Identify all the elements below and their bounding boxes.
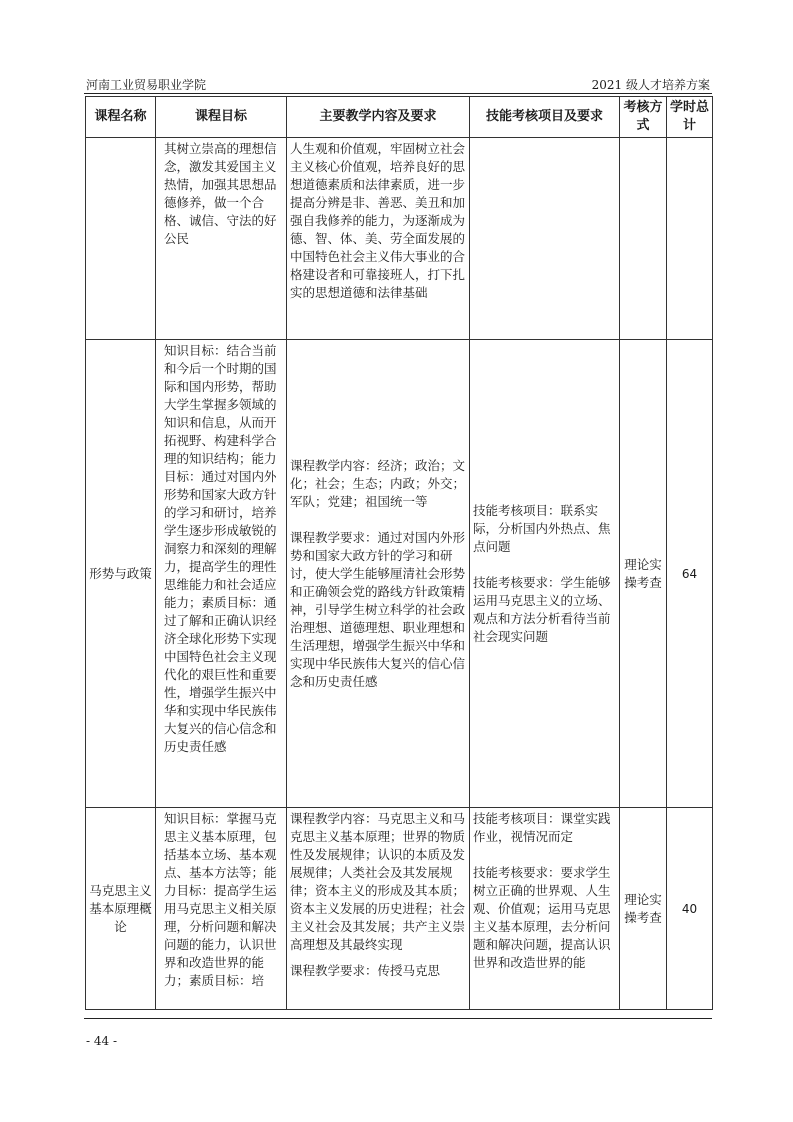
hours-cell: 64 bbox=[667, 340, 713, 808]
skill-item-text: 技能考核项目：联系实际，分析国内外热点、焦点问题 bbox=[473, 502, 611, 554]
content-cell bbox=[287, 808, 470, 1010]
skill-cell bbox=[470, 340, 620, 808]
content-text: 课程教学内容：经济；政治；文化；社会；生态；内政；外交；军队；党建；祖国统一等 bbox=[290, 457, 466, 509]
content-text: 人生观和价值观，牢固树立社会主义核心价值观，培养良好的思想道德素质和法律素质，进一步提高分辨是非、善恶、美丑和加强自我修养的能力，为逐渐成为德、智、体、美、劳全面发展的中国特色社会主义伟大事业的合格建设者和可靠接班人，打下扎实的思想道德和法律基础 bbox=[290, 141, 466, 300]
hours-cell: 40 bbox=[667, 808, 713, 1010]
skill-item-text: 技能考核项目：课堂实践作业，视情况而定 bbox=[473, 811, 611, 844]
course-name-cell: 马克思主义基本原理概论 bbox=[86, 808, 156, 1010]
document-title: 2021 级人才培养方案 bbox=[591, 78, 710, 92]
col-header-content: 主要教学内容及要求 bbox=[287, 97, 470, 138]
skill-requirement-text: 技能考核要求：要求学生树立正确的世界观、人生观、价值观；运用马克思主义基本原理，去分析问题和解决问题，提高认识世界和改造世界的能 bbox=[473, 865, 611, 970]
content-cell bbox=[287, 138, 470, 340]
requirement-text: 课程教学要求：通过对国内外形势和国家大政方针的学习和研讨，使大学生能够厘清社会形势和正确领会党的路线方针政策精神，引导学生树立科学的社会政治理想、道德理想、职业理想和生活理想，增强学生振兴中华和实现中华民族伟大复兴的信心信念和历史责任感 bbox=[290, 529, 466, 689]
course-table bbox=[85, 96, 713, 1010]
assessment-cell bbox=[620, 138, 667, 340]
course-goal-cell: 其树立崇高的理想信念，激发其爱国主义热情，加强其思想品德修养，做一个合格、诚信、守法的好公民 bbox=[156, 138, 287, 340]
page-number: - 44 - bbox=[86, 1034, 118, 1048]
col-header-assessment: 考核方式 bbox=[620, 97, 667, 138]
content-text: 课程教学内容：马克思主义和马克思主义基本原理；世界的物质性及发展规律；认识的本质及发展规律；人类社会及其发展规律；资本主义的形成及其本质；资本主义发展的历史进程；社会主义社会及其发展；共产主义崇高理想及其最终实现 bbox=[290, 811, 466, 952]
course-name-cell: 形势与政策 bbox=[86, 340, 156, 808]
footer-rule bbox=[84, 1018, 712, 1019]
col-header-hours: 学时总计 bbox=[667, 97, 713, 138]
requirement-text: 课程教学要求：传授马克思 bbox=[290, 963, 441, 978]
header-rule bbox=[84, 93, 712, 94]
col-header-course-goal: 课程目标 bbox=[156, 97, 287, 138]
assessment-cell: 理论实操考查 bbox=[620, 808, 667, 1010]
page-header bbox=[84, 72, 712, 92]
col-header-course-name: 课程名称 bbox=[86, 97, 156, 138]
skill-cell bbox=[470, 808, 620, 1010]
col-header-skill: 技能考核项目及要求 bbox=[470, 97, 620, 138]
course-goal-cell: 知识目标：结合当前和今后一个时期的国际和国内形势，帮助大学生掌握多领域的知识和信息，从而开拓视野、构建科学合理的知识结构；能力目标：通过对国内外形势和国家大政方针的学习和研讨，培养学生逐步形成敏锐的洞察力和深刻的理解力，提高学生的理性思维能力和社会适应能力；素质目标：通过了解和正确认识经济全球化形势下实现中国特色社会主义现代化的艰巨性和重要性，增强学生振兴中华和实现中华民族伟大复兴的信心信念和历史责任感 bbox=[156, 340, 287, 808]
course-goal-cell: 知识目标：掌握马克思主义基本原理，包括基本立场、基本观点、基本方法等；能力目标：提高学生运用马克思主义相关原理，分析问题和解决问题的能力，认识世界和改造世界的能力；素质目标：培 bbox=[156, 808, 287, 1010]
table-header-row bbox=[86, 97, 713, 138]
content-cell bbox=[287, 340, 470, 808]
skill-cell bbox=[470, 138, 620, 340]
table-row bbox=[86, 138, 713, 340]
assessment-cell: 理论实操考查 bbox=[620, 340, 667, 808]
course-name-cell bbox=[86, 138, 156, 340]
skill-requirement-text: 技能考核要求：学生能够运用马克思主义的立场、观点和方法分析看待当前社会现实问题 bbox=[473, 574, 611, 644]
hours-cell bbox=[667, 138, 713, 340]
table-row bbox=[86, 340, 713, 808]
table-row bbox=[86, 808, 713, 1010]
institution-name: 河南工业贸易职业学院 bbox=[86, 78, 207, 92]
